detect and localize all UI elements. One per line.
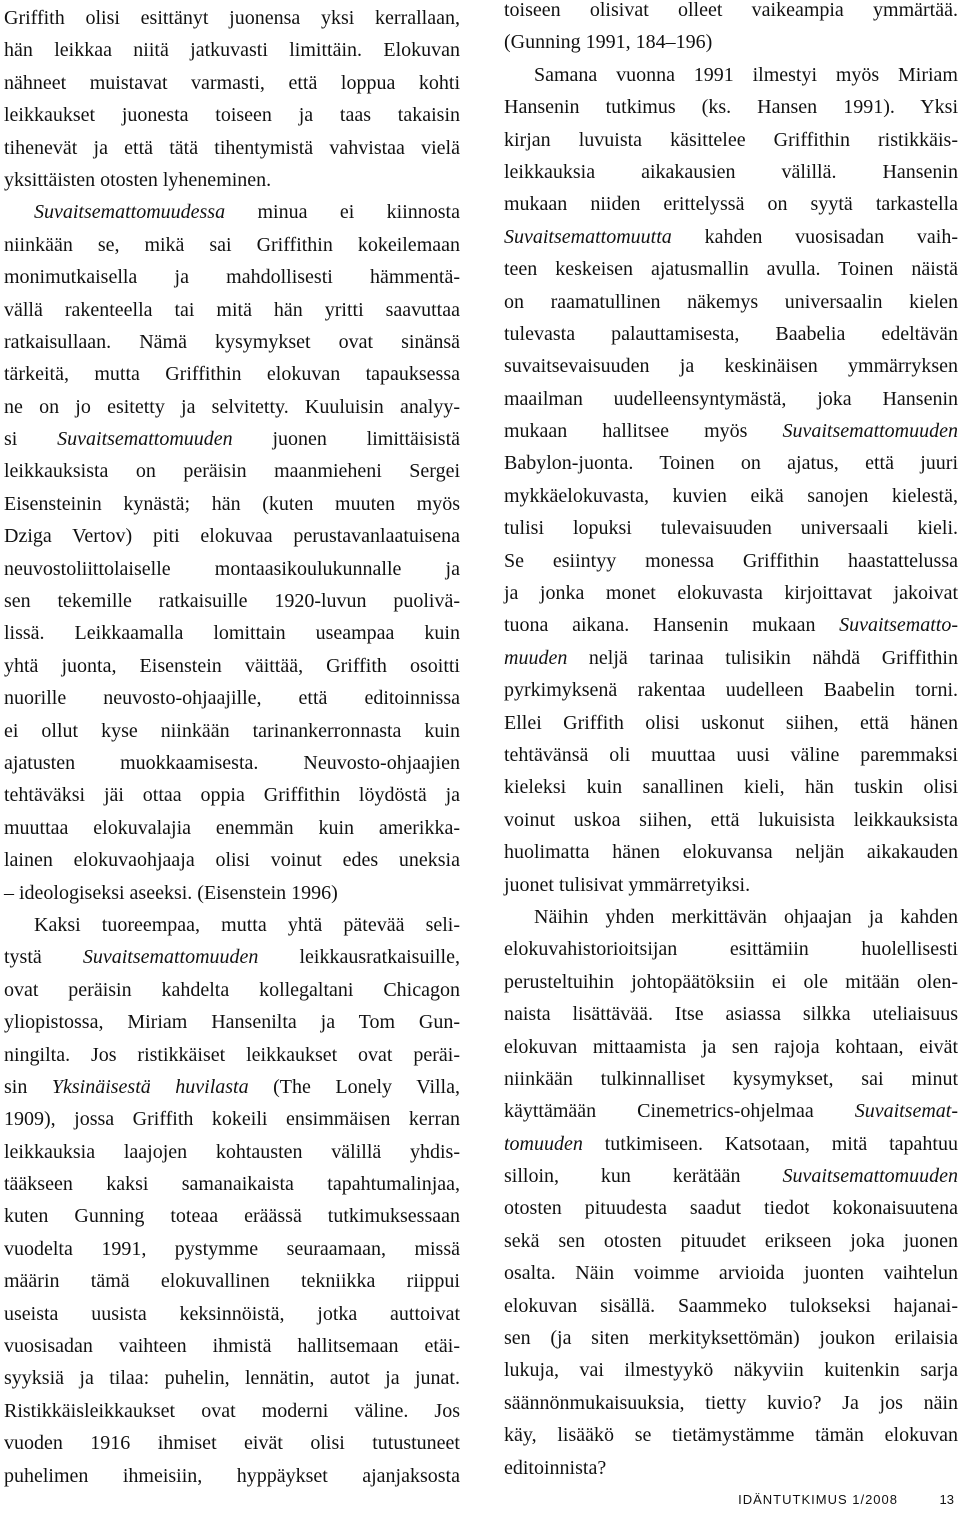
text-line xyxy=(4,455,460,487)
text-line xyxy=(504,1128,958,1160)
text-line xyxy=(4,132,460,164)
text-line xyxy=(504,59,958,91)
text-span: vuoden 1916 ihmiset eivät olisi tutustuneet xyxy=(4,1432,460,1455)
text-line xyxy=(504,804,958,836)
text-line xyxy=(504,1095,958,1127)
text-line xyxy=(4,941,460,973)
text-span: vuodelta 1991, pystymme seuraamaan, missä xyxy=(4,1237,460,1260)
text-span: Eisensteinin kynästä; hän (kuten muuten myös xyxy=(4,492,460,515)
text-span: si xyxy=(4,428,58,451)
text-span: toiseen olisivat olleet vaikeampia ymmärtää. xyxy=(504,0,958,21)
text-span: kahden vuosisadan vaih- xyxy=(671,225,958,248)
text-line xyxy=(4,909,460,941)
text-span: käyttämään Cinemetrics-ohjelmaa xyxy=(504,1100,855,1123)
text-line xyxy=(504,286,958,318)
text-span: Näihin yhden merkittävän ohjaajan ja kahden xyxy=(534,905,958,928)
text-span: lissä. Leikkaamalla lomittain useampaa kuin xyxy=(4,622,460,645)
text-span: neuvostoliittolaiselle montaasikoulukunnalle ja xyxy=(4,557,460,580)
text-span: tärkeitä, mutta Griffithin elokuvan tapauksessa xyxy=(4,363,460,386)
text-span: 1909), jossa Griffith kokeili ensimmäisen kerran xyxy=(4,1108,460,1131)
text-span: editoinnista? xyxy=(504,1456,607,1479)
text-line xyxy=(504,609,958,641)
text-line xyxy=(504,350,958,382)
text-line xyxy=(4,617,460,649)
text-span: yksittäisten otosten lyheneminen. xyxy=(4,168,272,191)
text-span: maailman uudelleensyntymästä, joka Hansenin xyxy=(504,387,958,410)
text-line xyxy=(4,779,460,811)
text-line xyxy=(504,188,958,220)
left-text-column xyxy=(4,0,460,1492)
text-line xyxy=(504,577,958,609)
text-line xyxy=(4,196,460,228)
text-line xyxy=(4,1103,460,1135)
text-span: tääkseen kaksi samanaikaista tapahtumalinjaa, xyxy=(4,1173,460,1196)
text-line xyxy=(504,998,958,1030)
italic-title: Suvaitsemattomuuden xyxy=(782,1165,958,1188)
text-span: tulisi lopuksi tulevaisuuden universaali kieli. xyxy=(504,517,958,540)
text-span: silloin, kun kerätään xyxy=(504,1165,783,1188)
text-span: useista uusista keksinnöistä, jotka auttoivat xyxy=(4,1302,460,1325)
text-span: tuona aikana. Hansenin mukaan xyxy=(504,614,840,637)
text-line xyxy=(504,1354,958,1386)
text-span: elokuvan mittaamista ja sen rajoja kohtaan, eivät xyxy=(504,1035,958,1058)
page-number: 13 xyxy=(939,1492,954,1507)
text-line xyxy=(4,1460,460,1492)
text-line xyxy=(504,1160,958,1192)
text-line xyxy=(504,26,958,58)
text-line xyxy=(504,91,958,123)
text-span: juonen limittäisistä xyxy=(232,428,461,451)
italic-title: Suvaitsemattomuuden xyxy=(57,428,233,451)
text-line xyxy=(4,1039,460,1071)
text-line xyxy=(4,715,460,747)
text-line xyxy=(4,164,460,196)
text-line xyxy=(504,869,958,901)
text-span: ne on jo esitetty ja selvitetty. Kuuluisin analyy- xyxy=(4,395,460,418)
text-span: mykkäelokuvasta, kuvien eikä sanojen kielestä, xyxy=(504,484,958,507)
text-line xyxy=(4,1395,460,1427)
text-line xyxy=(4,1427,460,1459)
text-line xyxy=(4,423,460,455)
page-footer xyxy=(0,1492,958,1514)
text-line xyxy=(4,1006,460,1038)
text-line xyxy=(4,1265,460,1297)
text-span: leikkauksista on peräisin maanmieheni Sergei xyxy=(4,460,460,483)
text-line xyxy=(4,229,460,261)
text-line xyxy=(504,1257,958,1289)
text-span: tehtävänsä oli muuttaa uusi väline paremmaksi xyxy=(504,743,958,766)
text-span: yhtä juonta, Eisenstein väittää, Griffith osoitti xyxy=(4,654,460,677)
text-span: tulevasta palauttamisesta, Baabelia edeltävän xyxy=(504,322,958,345)
text-span: elokuvan sisällä. Saammeko tulokseksi hajanai- xyxy=(504,1294,958,1317)
text-line xyxy=(4,877,460,909)
text-span: Dziga Vertov) piti elokuvaa perustavanlaatuisena xyxy=(4,525,460,548)
text-line xyxy=(504,836,958,868)
text-span: – ideologiseksi aseeksi. (Eisenstein 1996) xyxy=(4,881,338,904)
text-span: on raamatullinen näkemys universaalin kielen xyxy=(504,290,958,313)
text-span: tutkimiseen. Katsotaan, mitä tapahtuu xyxy=(582,1132,958,1155)
text-line xyxy=(504,545,958,577)
text-line xyxy=(4,261,460,293)
text-line xyxy=(504,1225,958,1257)
text-span: juonet tulisivat ymmärretyiksi. xyxy=(504,873,751,896)
italic-title: Yksinäisestä huvilasta xyxy=(51,1075,249,1098)
text-line xyxy=(504,1387,958,1419)
italic-title: Suvaitsemattomuuden xyxy=(782,420,958,443)
text-span: ovat peräisin kahdelta kollegaltani Chicagon xyxy=(4,978,460,1001)
text-line xyxy=(504,739,958,771)
text-span: Ristikkäisleikkaukset ovat moderni väline. Jos xyxy=(4,1399,460,1422)
text-line xyxy=(504,1290,958,1322)
text-line xyxy=(4,2,460,34)
text-line xyxy=(504,124,958,156)
text-span: monimutkaisella ja mahdollisesti hämmentä- xyxy=(4,266,460,289)
text-line xyxy=(4,1136,460,1168)
text-span: leikkausratkaisuille, xyxy=(258,946,460,969)
italic-title: tomuuden xyxy=(504,1132,583,1155)
text-line xyxy=(504,1322,958,1354)
text-span: sen (ja siten merkityksettömän) joukon erilaisia xyxy=(504,1327,958,1350)
italic-title: Suvaitsemattomuuden xyxy=(82,946,259,969)
text-span: (The Lonely Villa, xyxy=(248,1075,460,1098)
text-line xyxy=(4,1233,460,1265)
text-line xyxy=(4,294,460,326)
text-span: kirjan luvuista käsittelee Griffithin ristikkäis- xyxy=(504,128,958,151)
text-line xyxy=(4,650,460,682)
text-span: määrin tämä elokuvallinen tekniikka riippui xyxy=(4,1270,460,1293)
text-span: Ellei Griffith olisi uskonut siihen, että hänen xyxy=(504,711,958,734)
text-span: syyksiä ja tilaa: puhelin, lennätin, autot ja junat. xyxy=(4,1367,460,1390)
text-span: Se esiintyy monessa Griffithin haastattelussa xyxy=(504,549,958,572)
text-span: otosten pituudesta saadut tiedot kokonaisuutena xyxy=(504,1197,958,1220)
text-span: Griffith olisi esittänyt juonensa yksi kerrallaan, xyxy=(4,7,460,29)
text-span: suvaitsevaisuuden ja keskinäisen ymmärryksen xyxy=(504,355,958,378)
text-span: sekä sen otosten pituudet erikseen joka juonen xyxy=(504,1229,958,1252)
italic-title: muuden xyxy=(504,646,568,669)
text-span: Hansenin tutkimus (ks. Hansen 1991). Yksi xyxy=(504,96,958,119)
text-line xyxy=(4,358,460,390)
text-line xyxy=(4,747,460,779)
text-span: neljä tarinaa tulisikin nähdä Griffithin xyxy=(567,646,958,669)
text-line xyxy=(504,253,958,285)
text-line xyxy=(504,1063,958,1095)
text-span: leikkauksia aikakausien välillä. Hansenin xyxy=(504,160,958,183)
text-line xyxy=(504,0,958,26)
text-line xyxy=(504,707,958,739)
text-span: puhelimen ihmeisiin, hyppäykset ajanjaksosta xyxy=(4,1464,460,1487)
text-span: ningilta. Jos ristikkäiset leikkaukset ovat peräi- xyxy=(4,1043,460,1066)
text-line xyxy=(4,99,460,131)
text-line xyxy=(504,966,958,998)
text-line xyxy=(504,933,958,965)
text-line xyxy=(504,1192,958,1224)
text-span: yliopistossa, Miriam Hansenilta ja Tom Gun- xyxy=(4,1011,460,1034)
italic-title: Suvaitsemattomuudessa xyxy=(34,201,226,224)
text-span: sin xyxy=(4,1075,52,1098)
text-span: minua ei kiinnosta xyxy=(225,201,460,224)
text-line xyxy=(4,488,460,520)
text-span: mukaan hallitsee myös xyxy=(504,420,783,443)
text-line xyxy=(504,1419,958,1451)
text-line xyxy=(504,156,958,188)
text-span: naista lisättävää. Itse asiassa silkka uteliaisuus xyxy=(504,1003,958,1026)
text-line xyxy=(4,682,460,714)
text-line xyxy=(504,771,958,803)
text-span: tihenevät ja että tätä tihentymistä vahvistaa vielä xyxy=(4,136,460,159)
text-line xyxy=(504,480,958,512)
text-line xyxy=(504,642,958,674)
text-line xyxy=(4,34,460,66)
text-line xyxy=(504,901,958,933)
text-span: säännönmukaisuuksia, tietty kuvio? Ja jos näin xyxy=(504,1391,958,1414)
text-span: pyrkimyksenä rakentaa uudelleen Baabelin torni. xyxy=(504,679,958,702)
text-span: leikkauksia laajojen kohtausten välillä yhdis- xyxy=(4,1140,460,1163)
text-span: sen tekemille ratkaisuille 1920-luvun puolivä- xyxy=(4,590,460,613)
text-span: ei ollut kyse niinkään tarinankerronnasta kuin xyxy=(4,719,460,742)
text-line xyxy=(504,674,958,706)
text-span: muuttaa elokuvalajia enemmän kuin amerikka- xyxy=(4,816,460,839)
text-span: käy, lisääkö se tietämystämme tämän elokuvan xyxy=(504,1424,958,1447)
text-line xyxy=(4,844,460,876)
text-line xyxy=(4,974,460,1006)
text-line xyxy=(4,326,460,358)
text-span: lainen elokuvaohjaaja olisi voinut edes uneksia xyxy=(4,849,460,872)
text-line xyxy=(4,1362,460,1394)
text-line xyxy=(504,318,958,350)
text-span: niinkään se, mikä sai Griffithin kokeilemaan xyxy=(4,233,460,256)
text-span: vuosisadan vaihteen ihmistä hallitsemaan etäi- xyxy=(4,1335,460,1358)
italic-title: Suvaitsemattomuutta xyxy=(504,225,672,248)
text-line xyxy=(4,67,460,99)
text-span: Kaksi tuoreempaa, mutta yhtä pätevää seli- xyxy=(34,913,460,936)
text-span: ratkaisullaan. Nämä kysymykset ovat sinänsä xyxy=(4,330,460,353)
text-line xyxy=(4,520,460,552)
text-span: nuorille neuvosto-ohjaajille, että editoinnissa xyxy=(4,687,460,710)
text-span: niinkään tulkinnalliset kysymykset, sai minut xyxy=(504,1067,958,1090)
text-line xyxy=(4,1330,460,1362)
text-span: perusteltuihin johtopäätöksiin ei ole mitään olen- xyxy=(504,970,958,993)
text-span: osalta. Näin voimme arvioida juonten vaihtelun xyxy=(504,1262,958,1285)
text-line xyxy=(4,1071,460,1103)
text-span: ja jonka monet elokuvasta kirjoittavat jakoivat xyxy=(504,582,958,605)
text-span: huolimatta hänen elokuvansa neljän aikakauden xyxy=(504,841,958,864)
text-line xyxy=(4,1200,460,1232)
text-span: elokuvahistorioitsijan esittämiin huolellisesti xyxy=(504,938,958,961)
text-span: nähneet muistavat varmasti, että loppua kohti xyxy=(4,71,460,94)
text-span: teen keskeisen ajatusmallin avulla. Toinen näistä xyxy=(504,258,958,281)
text-line xyxy=(504,415,958,447)
text-span: ajatusten muokkaamisesta. Neuvosto-ohjaajien xyxy=(4,751,460,774)
text-span: hän leikkaa niitä jatkuvasti limittäin. Elokuvan xyxy=(4,39,460,62)
right-text-column xyxy=(504,0,958,1484)
text-span: leikkaukset juonesta toiseen ja taas takaisin xyxy=(4,104,460,127)
text-span: voinut uskoa siihen, että lukuisista leikkauksista xyxy=(504,808,958,831)
text-line xyxy=(4,1298,460,1330)
italic-title: Suvaitsematto- xyxy=(839,614,958,637)
text-line xyxy=(4,812,460,844)
text-span: vällä rakenteella tai mitä hän yritti saavuttaa xyxy=(4,298,460,321)
text-line xyxy=(4,391,460,423)
text-line xyxy=(4,553,460,585)
text-span: (Gunning 1991, 184–196) xyxy=(504,31,713,54)
text-line xyxy=(504,1031,958,1063)
text-line xyxy=(4,585,460,617)
text-line xyxy=(504,1452,958,1484)
text-span: kuten Gunning toteaa eräässä tutkimuksessaan xyxy=(4,1205,460,1228)
italic-title: Suvaitsemat- xyxy=(854,1100,958,1123)
text-line xyxy=(504,221,958,253)
text-span: lukuja, vai ilmestyykö näkyviin kuitenkin sarja xyxy=(504,1359,958,1382)
text-line xyxy=(504,447,958,479)
text-line xyxy=(504,383,958,415)
text-span: kieleksi kuin sanallinen kieli, hän tuskin olisi xyxy=(504,776,958,799)
text-line xyxy=(4,1168,460,1200)
text-span: Samana vuonna 1991 ilmestyi myös Miriam xyxy=(534,63,958,86)
text-span: Babylon-juonta. Toinen on ajatus, että juuri xyxy=(504,452,958,475)
journal-issue-label: IDÄNTUTKIMUS 1/2008 xyxy=(738,1492,898,1507)
text-span: tehtäväksi jäi ottaa oppia Griffithin löydöstä ja xyxy=(4,784,460,807)
text-span: tystä xyxy=(4,946,83,969)
text-span: mukaan niiden erittelyssä on syytä tarkastella xyxy=(504,193,958,216)
text-line xyxy=(504,512,958,544)
